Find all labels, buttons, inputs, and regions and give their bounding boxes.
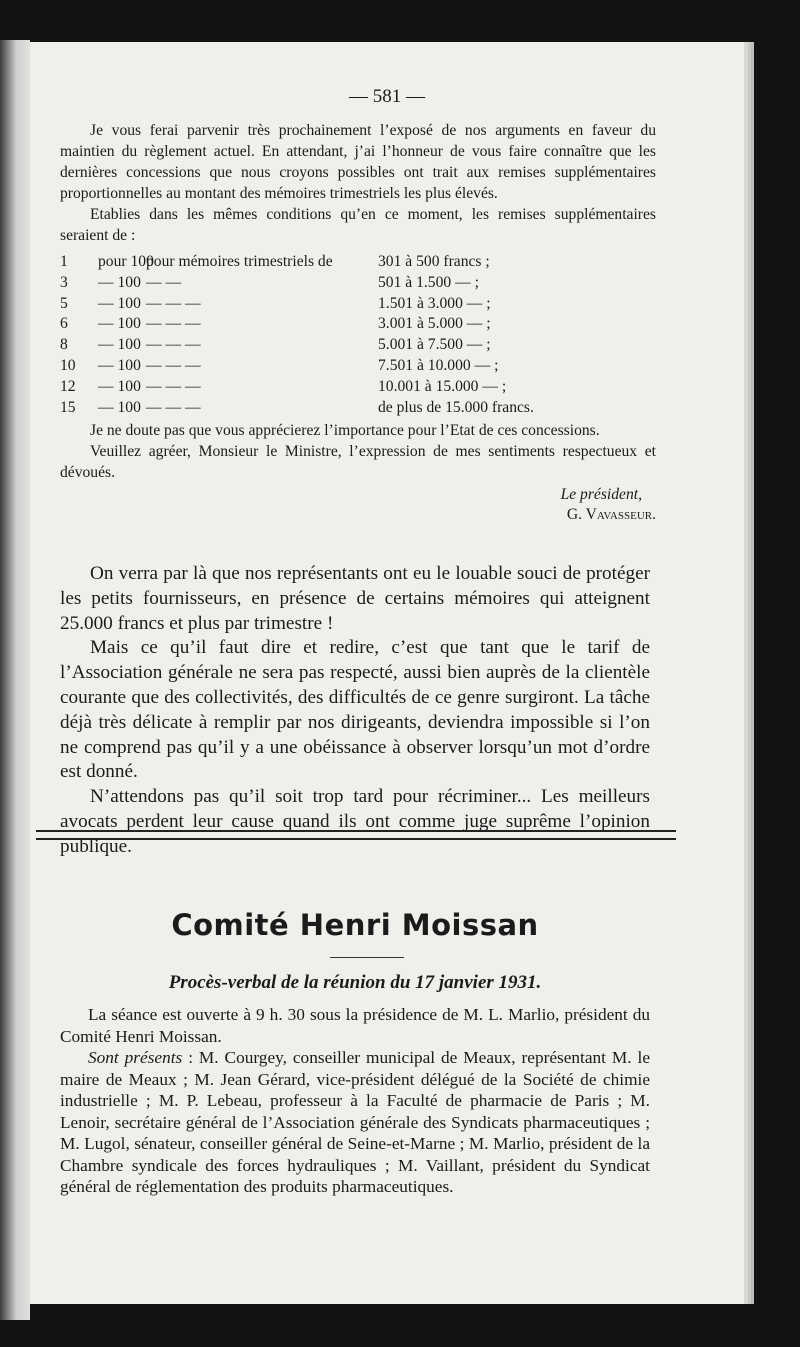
facing-page-edge: [0, 40, 30, 1320]
commentary-paragraph-3: N’attendons pas qu’il soit trop tard pour récriminer... Les meilleurs avocats perdent leur cause quand ils ont comme juge suprême l’opinion publique.: [60, 786, 650, 857]
signature: [60, 485, 656, 525]
tariff-row: [60, 252, 656, 273]
tariff-per: — 100: [98, 294, 141, 312]
tariff-range: 7.501 à 10.000 — ;: [378, 356, 499, 374]
letter-closing: Veuillez agréer, Monsieur le Ministre, l’expression de mes sentiments respectueux et dévoués.: [60, 443, 656, 482]
tariff-rate: 3: [60, 273, 68, 291]
commentary: [60, 562, 650, 860]
section-rule-bottom: [36, 838, 676, 840]
tariff-rate: 1: [60, 253, 68, 270]
letter-conditions: Etablies dans les mêmes conditions qu’en ce moment, les remises supplémentaires seraient de :: [60, 206, 656, 244]
tariff-range: 5.001 à 7.500 — ;: [378, 336, 491, 354]
tariff-row: [60, 398, 656, 419]
minutes-opening: La séance est ouverte à 9 h. 30 sous la présidence de M. L. Marlio, président du Comité Henri Moissan.: [60, 1005, 650, 1046]
tariff-per: — 100: [98, 398, 141, 416]
tariff-row: [60, 335, 656, 356]
signature-name: G. Vavasseur.: [566, 506, 656, 524]
quoted-letter: [60, 120, 656, 525]
page-number: — 581 —: [349, 86, 425, 107]
tariff-per: — 100: [98, 336, 141, 354]
tariff-rate: 10: [60, 356, 76, 374]
tariff-rate: 12: [60, 377, 76, 395]
tariff-range: 301 à 500 francs ;: [378, 253, 490, 270]
signature-role: Le président,: [560, 486, 642, 504]
tariff-range: 501 à 1.500 — ;: [378, 273, 479, 291]
title-underline: [330, 957, 404, 958]
tariff-memoires: — —: [146, 273, 182, 291]
letter-importance: Je ne doute pas que vous apprécierez l’importance pour l’Etat de ces concessions.: [90, 422, 600, 440]
tariff-row: [60, 294, 656, 315]
tariff-rate: 8: [60, 336, 68, 354]
tariff-table: [60, 252, 656, 418]
tariff-memoires: — — —: [146, 398, 201, 416]
tariff-memoires: pour mémoires trimestriels de: [146, 253, 333, 270]
tariff-range: 1.501 à 3.000 — ;: [378, 294, 491, 312]
section-rule-top: [36, 830, 676, 832]
section-title: Comité Henri Moissan: [171, 908, 539, 942]
tariff-memoires: — — —: [146, 336, 201, 354]
present-list: : M. Courgey, conseiller municipal de Meaux, représentant M. le maire de Meaux ; M. Jean Gérard, vice-président délégué de la Société de chimie industrielle ; M. P. Lebeau, professeur à la Faculté de pharmacie de Paris ; M. Lenoir, secrétaire général de l’Association générale des Syndicats pharmaceutiques ; M. Lugol, sénateur, conseiller général de Seine-et-Marne ; M. Marlio, président de la Chambre syndicale des forces hydrauliques ; M. Vaillant, président du Syndicat général de réglementation des produits pharmaceutiques.: [60, 1048, 650, 1196]
tariff-row: [60, 356, 656, 377]
tariff-per: pour 100: [98, 253, 154, 270]
tariff-memoires: — — —: [146, 377, 201, 395]
tariff-per: — 100: [98, 273, 141, 291]
tariff-row: [60, 314, 656, 335]
tariff-memoires: — — —: [146, 315, 201, 333]
tariff-memoires: — — —: [146, 356, 201, 374]
tariff-rate: 6: [60, 315, 68, 333]
tariff-row: [60, 377, 656, 398]
commentary-paragraph-2: Mais ce qu’il faut dire et redire, c’est que tant que le tarif de l’Association générale ne sera pas respecté, aussi bien auprès de la clientèle courante que des collectivités, des difficultés de ce genre surgiront. La tâche déjà très délicate à remplir par nos dirigeants, deviendra impossible si l’on ne comprend pas qu’il y a une obéissance à observer lorsqu’un mot d’ordre est donné.: [60, 637, 650, 783]
tariff-range: 3.001 à 5.000 — ;: [378, 315, 491, 333]
tariff-per: — 100: [98, 377, 141, 395]
tariff-rate: 15: [60, 398, 76, 416]
tariff-memoires: — — —: [146, 294, 201, 312]
minutes-attendees: [60, 1047, 650, 1198]
tariff-per: — 100: [98, 315, 141, 333]
tariff-per: — 100: [98, 356, 141, 374]
present-label: Sont présents: [88, 1048, 183, 1067]
tariff-row: [60, 273, 656, 294]
tariff-range: 10.001 à 15.000 — ;: [378, 377, 507, 395]
meeting-minutes: [60, 1004, 650, 1198]
tariff-rate: 5: [60, 294, 68, 312]
commentary-paragraph-1: On verra par là que nos représentants ont eu le louable souci de protéger les petits fournisseurs, en présence de certains mémoires qui atteignent 25.000 francs et plus par trimestre !: [60, 563, 650, 634]
document-page: [30, 42, 744, 1304]
section-subtitle: Procès-verbal de la réunion du 17 janvier 1931.: [168, 972, 542, 993]
letter-intro: Je vous ferai parvenir très prochainement l’exposé de nos arguments en faveur du maintien du règlement actuel. En attendant, j’ai l’honneur de vous faire connaître que les dernières concessions que nous croyons possibles ont trait aux remises supplémentaires proportionnelles au montant des mémoires trimestriels les plus élevés.: [60, 122, 656, 202]
tariff-range: de plus de 15.000 francs.: [378, 398, 534, 416]
